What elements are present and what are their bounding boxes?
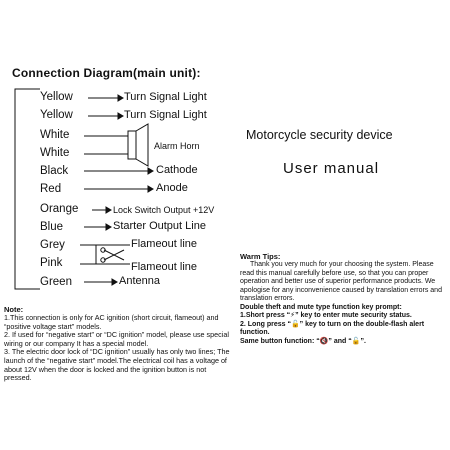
wire-label-yellow-1: Yellow: [40, 91, 73, 103]
tips-line-3: Same button function: “🔇” and “🔓”.: [240, 337, 366, 345]
tips-heading: Warm Tips:: [240, 252, 281, 261]
notes-body: [4, 314, 230, 383]
target-cathode: Cathode: [156, 164, 198, 176]
note-item: 3. The electric door lock of “DC ignition” usually has only two lines; The launch of the “negative start” model.The electrical coil has a voltage of about 12V when the door is locked and the ignition button is not pressed.: [4, 347, 230, 383]
wire-label-grey: Grey: [40, 239, 65, 251]
arrow-yellow-2: [88, 113, 123, 119]
target-turn-signal-1: Turn Signal Light: [124, 91, 207, 103]
wire-label-yellow-2: Yellow: [40, 109, 73, 121]
target-turn-signal-2: Turn Signal Light: [124, 109, 207, 121]
target-starter: Starter Output Line: [113, 220, 206, 232]
arrow-black: [84, 168, 153, 174]
manual-title: User manual: [283, 160, 380, 177]
target-lock-switch: Lock Switch Output +12V: [113, 205, 215, 215]
note-item: 2. If used for “negative start” or “DC ignition” model, please use special wiring or our company It has a special model.: [4, 330, 229, 348]
target-flameout-1: Flameout line: [131, 238, 198, 250]
product-title: Motorcycle security device: [246, 128, 393, 142]
tips-line-1: 1.Short press “⚡” key to enter mute security status.: [240, 312, 412, 319]
tips-body: [240, 261, 448, 346]
tips-line-2: 2. Long press “🔓” key to turn on the double-flash alert function.: [240, 320, 425, 336]
tips-subheading: Double theft and mute type function key prompt:: [240, 303, 402, 311]
target-antenna: Antenna: [119, 275, 160, 287]
wire-label-green: Green: [40, 276, 72, 288]
main-unit-bracket: [15, 89, 40, 289]
wire-label-white-1: White: [40, 129, 70, 141]
wire-label-black: Black: [40, 165, 69, 177]
arrow-yellow-1: [88, 95, 123, 101]
target-anode: Anode: [156, 182, 188, 194]
target-flameout-2: Flameout line: [131, 261, 198, 273]
note-item: 1.This connection is only for AC ignition (short circuit, flameout) and “positive voltage start” models.: [4, 313, 219, 331]
tips-text: Thank you very much for your choosing the system. Please read this manual carefully before use, so that you can proper operation and better use of superior performance products. We apologise for any inconvenience caused by translation errors and translation errors.: [240, 261, 442, 302]
wire-label-white-2: White: [40, 147, 70, 159]
wire-label-pink: Pink: [40, 257, 63, 269]
flameout-switch-icon: [80, 245, 130, 264]
arrow-orange: [92, 207, 111, 213]
wire-label-orange: Orange: [40, 203, 79, 215]
wire-label-red: Red: [40, 183, 62, 195]
target-alarm-horn: Alarm Horn: [154, 141, 200, 151]
alarm-horn-icon: [84, 124, 148, 166]
notes-heading: Note:: [4, 305, 24, 314]
arrow-red: [84, 186, 153, 192]
arrow-green: [84, 279, 117, 285]
arrow-blue: [84, 224, 111, 230]
wire-label-blue: Blue: [40, 221, 64, 233]
diagram-title: Connection Diagram(main unit):: [12, 66, 201, 80]
